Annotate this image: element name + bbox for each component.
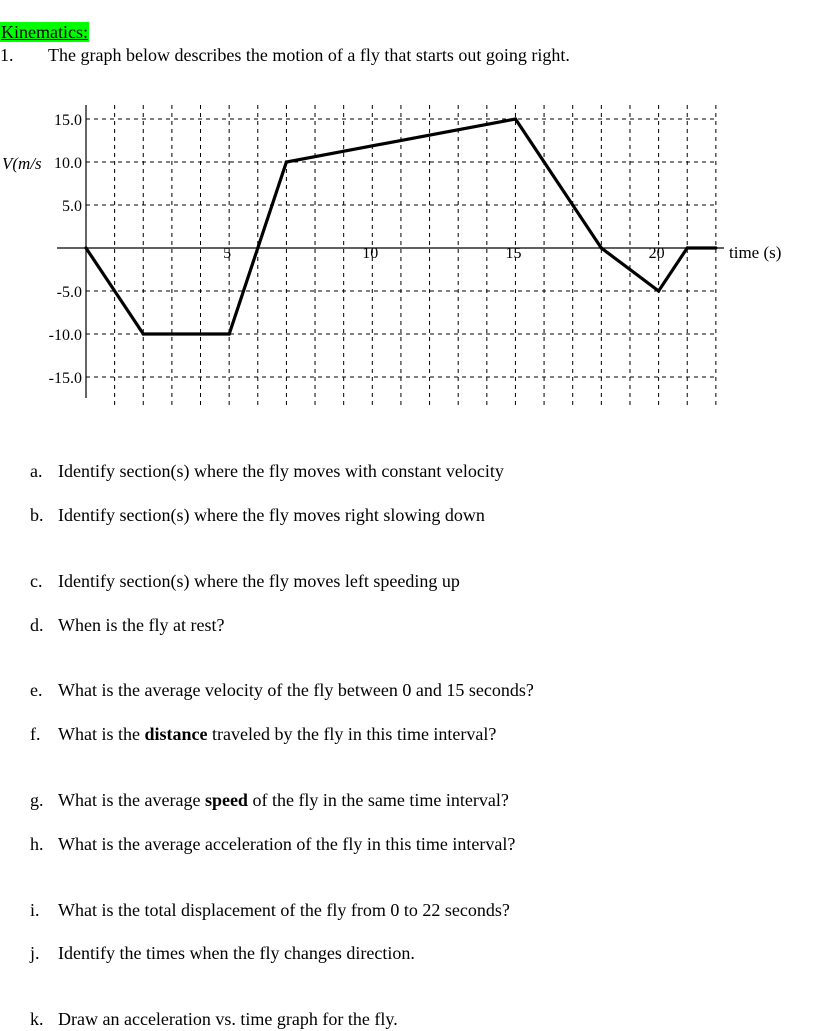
y-tick-label: 15.0	[54, 112, 82, 129]
question-letter: b.	[30, 505, 44, 525]
question-letter: f.	[30, 724, 41, 744]
question-item	[30, 505, 485, 525]
y-axis-label: V(m/s	[2, 154, 42, 173]
grid-lines	[86, 105, 718, 406]
data-point	[228, 332, 231, 335]
question-item	[30, 680, 534, 700]
data-point	[686, 246, 689, 249]
question-text: What is the total displacement of the fly from 0 to 22 seconds?	[58, 900, 510, 920]
y-tick-label: -10.0	[48, 327, 82, 344]
data-point	[657, 289, 660, 292]
x-tick-label: 5	[223, 245, 232, 262]
question-text-continued: traveled by the fly in this time interval?	[207, 724, 497, 744]
x-tick-label: 15	[505, 245, 522, 262]
question-letter: i.	[30, 900, 40, 920]
question-letter: e.	[30, 680, 43, 700]
data-point	[514, 117, 517, 120]
question-letter: k.	[30, 1009, 44, 1029]
question-item	[30, 834, 515, 854]
data-point	[84, 246, 87, 249]
question-item	[30, 615, 224, 635]
question-letter: j.	[30, 943, 40, 963]
y-tick-label: 10.0	[54, 155, 82, 172]
x-tick-label: 20	[648, 245, 665, 262]
question-letter: a.	[30, 461, 43, 481]
question-text: Identify section(s) where the fly moves with constant velocity	[58, 461, 504, 481]
question-item	[30, 571, 460, 591]
question-text: Identify section(s) where the fly moves left speeding up	[58, 571, 460, 591]
question-text: Draw an acceleration vs. time graph for the fly.	[58, 1009, 398, 1029]
question-text: Identify the times when the fly changes direction.	[58, 943, 415, 963]
y-tick-label: -5.0	[56, 284, 82, 301]
question-text: What is the average velocity of the fly between 0 and 15 seconds?	[58, 680, 534, 700]
question-item	[30, 1009, 398, 1029]
data-point	[600, 246, 603, 249]
x-tick-label: 10	[362, 245, 379, 262]
y-tick-label: 5.0	[62, 198, 82, 215]
question-item	[30, 461, 504, 481]
data-point	[285, 160, 288, 163]
section-heading: Kinematics:	[1, 22, 88, 42]
problem-number: 1.	[0, 45, 14, 65]
data-point	[714, 246, 717, 249]
question-item	[30, 724, 496, 744]
question-letter: h.	[30, 834, 44, 854]
question-text-continued: of the fly in the same time interval?	[247, 790, 509, 810]
axes	[57, 105, 724, 398]
velocity-time-graph	[0, 0, 816, 420]
y-tick-label: -15.0	[48, 370, 82, 387]
problem-statement: The graph below describes the motion of a fly that starts out going right.	[48, 45, 570, 65]
x-axis-label: time (s)	[729, 243, 782, 262]
question-text: What is the average	[58, 790, 205, 810]
question-text: Identify section(s) where the fly moves right slowing down	[58, 505, 485, 525]
question-item	[30, 943, 415, 963]
question-letter: g.	[30, 790, 44, 810]
question-emphasis: speed	[204, 790, 248, 810]
question-text: What is the	[58, 724, 145, 744]
question-item	[30, 790, 509, 810]
question-letter: c.	[30, 571, 43, 591]
question-item	[30, 900, 510, 920]
question-letter: d.	[30, 615, 44, 635]
data-point	[142, 332, 145, 335]
question-text: What is the average acceleration of the fly in this time interval?	[58, 834, 516, 854]
question-text: When is the fly at rest?	[58, 615, 225, 635]
question-emphasis: distance	[144, 724, 208, 744]
